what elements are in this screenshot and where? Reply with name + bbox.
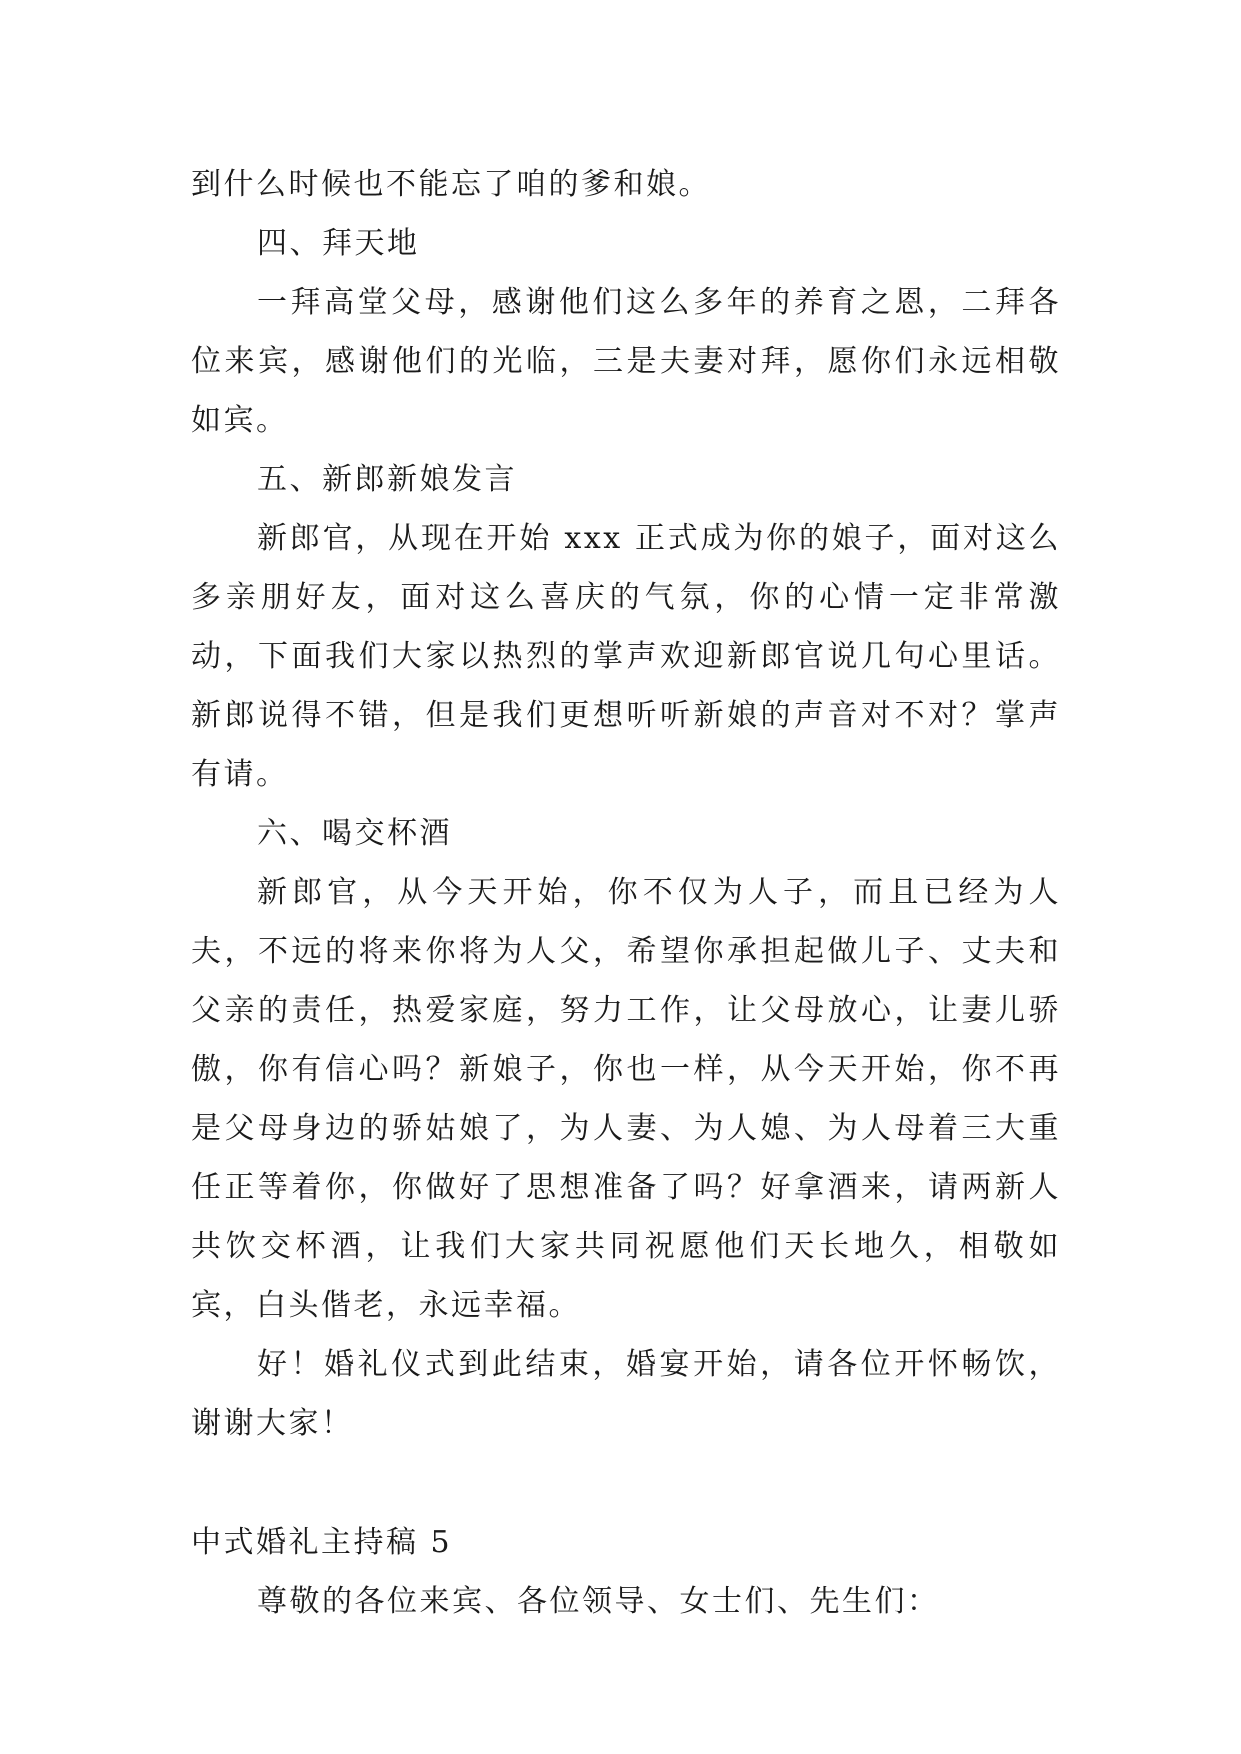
continued-paragraph: 到什么时候也不能忘了咱的爹和娘。: [191, 167, 711, 202]
section-heading-bai-tian-di: 四、拜天地: [257, 226, 420, 261]
paragraph-speeches: 新郎官，从现在开始 xxx 正式成为你的娘子，面对这么多亲朋好友，面对这么喜庆的气氛，你的心情一定非常激动，下面我们大家以热烈的掌声欢迎新郎官说几句心里话。新郎说得不错，但是我们更想听听新娘的声音对不对？掌声有请。: [191, 521, 1061, 792]
paragraph-closing: 好！婚礼仪式到此结束，婚宴开始，请各位开怀畅饮，谢谢大家！: [191, 1347, 1061, 1441]
next-document-title: 中式婚礼主持稿 5: [191, 1525, 453, 1560]
section-heading-jiaobei: 六、喝交杯酒: [257, 816, 452, 851]
next-opening-line: 尊敬的各位来宾、各位领导、女士们、先生们：: [257, 1584, 940, 1619]
document-page: [191, 155, 1061, 1631]
paragraph-bai-tian-di: 一拜高堂父母，感谢他们这么多年的养育之恩，二拜各位来宾，感谢他们的光临，三是夫妻对拜，愿你们永远相敬如宾。: [191, 285, 1061, 438]
section-heading-speeches: 五、新郎新娘发言: [257, 462, 517, 497]
paragraph-jiaobei: 新郎官，从今天开始，你不仅为人子，而且已经为人夫，不远的将来你将为人父，希望你承担起做儿子、丈夫和父亲的责任，热爱家庭，努力工作，让父母放心，让妻儿骄傲，你有信心吗？新娘子，你也一样，从今天开始，你不再是父母身边的骄姑娘了，为人妻、为人媳、为人母着三大重任正等着你，你做好了思想准备了吗？好拿酒来，请两新人共饮交杯酒，让我们大家共同祝愿他们天长地久，相敬如宾，白头偕老，永远幸福。: [191, 875, 1061, 1323]
